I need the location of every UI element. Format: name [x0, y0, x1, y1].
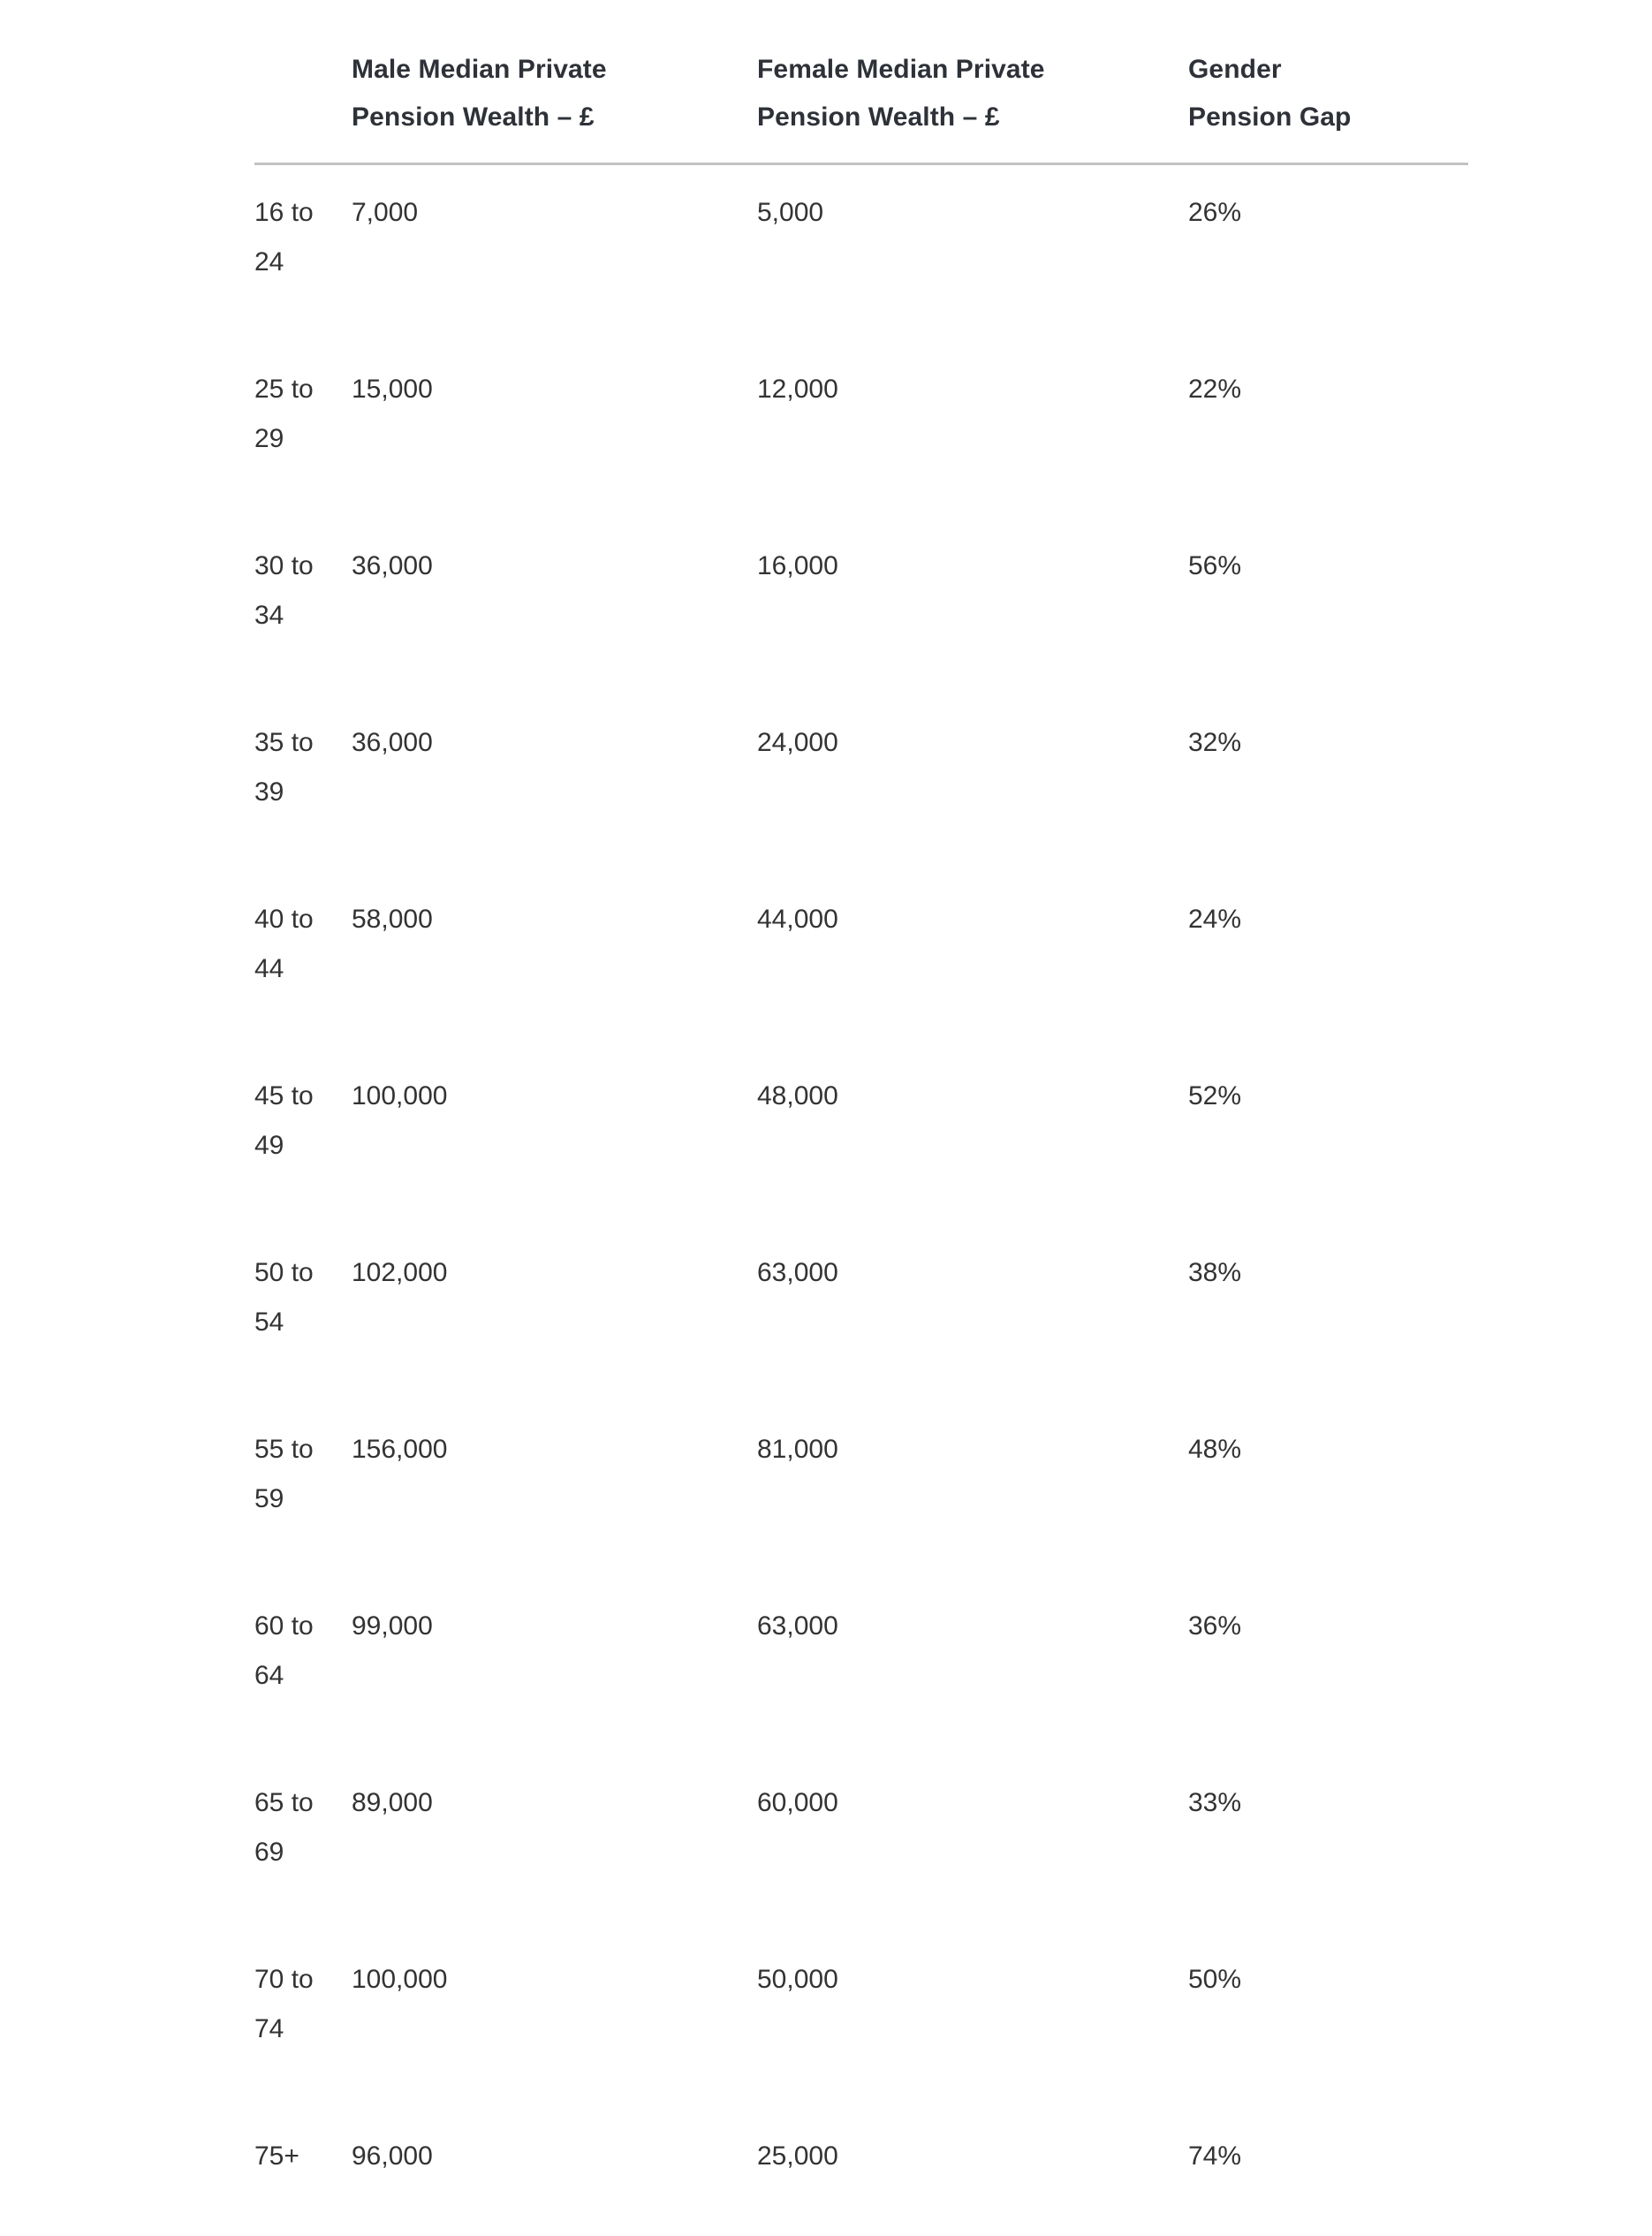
- column-header-age-band: [254, 46, 332, 164]
- column-header-female-median-line2: Pension Wealth – £: [757, 94, 1176, 141]
- cell-gender-gap: 24%: [1176, 872, 1468, 1049]
- cell-female-median: 50,000: [743, 1932, 1176, 2109]
- table-row: [254, 2109, 1468, 2236]
- cell-gender-gap: 36%: [1176, 1579, 1468, 1755]
- table-row: [254, 342, 1468, 519]
- table-row: [254, 519, 1468, 695]
- cell-female-median: 12,000: [743, 342, 1176, 519]
- column-header-male-median: [332, 46, 743, 164]
- cell-gender-gap: 50%: [1176, 1932, 1468, 2109]
- column-header-gender-gap-line2: Pension Gap: [1188, 94, 1468, 141]
- cell-female-median: 5,000: [743, 164, 1176, 343]
- cell-age-band: 45 to 49: [254, 1049, 332, 1225]
- cell-male-median: 96,000: [332, 2109, 743, 2236]
- cell-male-median: 58,000: [332, 872, 743, 1049]
- cell-gender-gap: 48%: [1176, 1402, 1468, 1579]
- cell-male-median: 99,000: [332, 1579, 743, 1755]
- cell-age-band: 75+: [254, 2109, 332, 2236]
- cell-female-median: 60,000: [743, 1755, 1176, 1932]
- cell-female-median: 16,000: [743, 519, 1176, 695]
- cell-male-median: 100,000: [332, 1932, 743, 2109]
- cell-age-band: 35 to 39: [254, 695, 332, 872]
- table-row: [254, 695, 1468, 872]
- cell-female-median: 24,000: [743, 695, 1176, 872]
- table-row: [254, 1049, 1468, 1225]
- column-header-male-median-line2: Pension Wealth – £: [352, 94, 743, 141]
- cell-female-median: 63,000: [743, 1225, 1176, 1402]
- cell-age-band: 65 to 69: [254, 1755, 332, 1932]
- cell-male-median: 89,000: [332, 1755, 743, 1932]
- cell-gender-gap: 33%: [1176, 1755, 1468, 1932]
- table-row: [254, 1932, 1468, 2109]
- table-header: [254, 46, 1468, 164]
- cell-gender-gap: 22%: [1176, 342, 1468, 519]
- cell-male-median: 36,000: [332, 695, 743, 872]
- cell-age-band: 40 to 44: [254, 872, 332, 1049]
- cell-male-median: 156,000: [332, 1402, 743, 1579]
- gender-pension-gap-table: [254, 46, 1468, 2236]
- table-body: [254, 164, 1468, 2236]
- column-header-female-median: [743, 46, 1176, 164]
- cell-age-band: 70 to 74: [254, 1932, 332, 2109]
- table-row: [254, 164, 1468, 343]
- cell-male-median: 102,000: [332, 1225, 743, 1402]
- cell-male-median: 15,000: [332, 342, 743, 519]
- cell-age-band: 25 to 29: [254, 342, 332, 519]
- cell-gender-gap: 52%: [1176, 1049, 1468, 1225]
- cell-age-band: 55 to 59: [254, 1402, 332, 1579]
- cell-gender-gap: 74%: [1176, 2109, 1468, 2236]
- cell-age-band: 60 to 64: [254, 1579, 332, 1755]
- column-header-female-median-line1: Female Median Private: [757, 46, 1176, 94]
- table-row: [254, 1402, 1468, 1579]
- cell-age-band: 30 to 34: [254, 519, 332, 695]
- header-row: [254, 46, 1468, 164]
- cell-male-median: 100,000: [332, 1049, 743, 1225]
- cell-age-band: 50 to 54: [254, 1225, 332, 1402]
- cell-female-median: 63,000: [743, 1579, 1176, 1755]
- table-row: [254, 1579, 1468, 1755]
- table-row: [254, 1225, 1468, 1402]
- cell-female-median: 81,000: [743, 1402, 1176, 1579]
- table-row: [254, 1755, 1468, 1932]
- cell-gender-gap: 38%: [1176, 1225, 1468, 1402]
- column-header-gender-gap: [1176, 46, 1468, 164]
- cell-female-median: 48,000: [743, 1049, 1176, 1225]
- cell-female-median: 25,000: [743, 2109, 1176, 2236]
- cell-gender-gap: 56%: [1176, 519, 1468, 695]
- table-container: [254, 46, 1468, 2236]
- cell-gender-gap: 26%: [1176, 164, 1468, 343]
- cell-age-band: 16 to 24: [254, 164, 332, 343]
- cell-male-median: 7,000: [332, 164, 743, 343]
- cell-female-median: 44,000: [743, 872, 1176, 1049]
- cell-gender-gap: 32%: [1176, 695, 1468, 872]
- column-header-gender-gap-line1: Gender: [1188, 46, 1468, 94]
- cell-male-median: 36,000: [332, 519, 743, 695]
- column-header-male-median-line1: Male Median Private: [352, 46, 743, 94]
- table-row: [254, 872, 1468, 1049]
